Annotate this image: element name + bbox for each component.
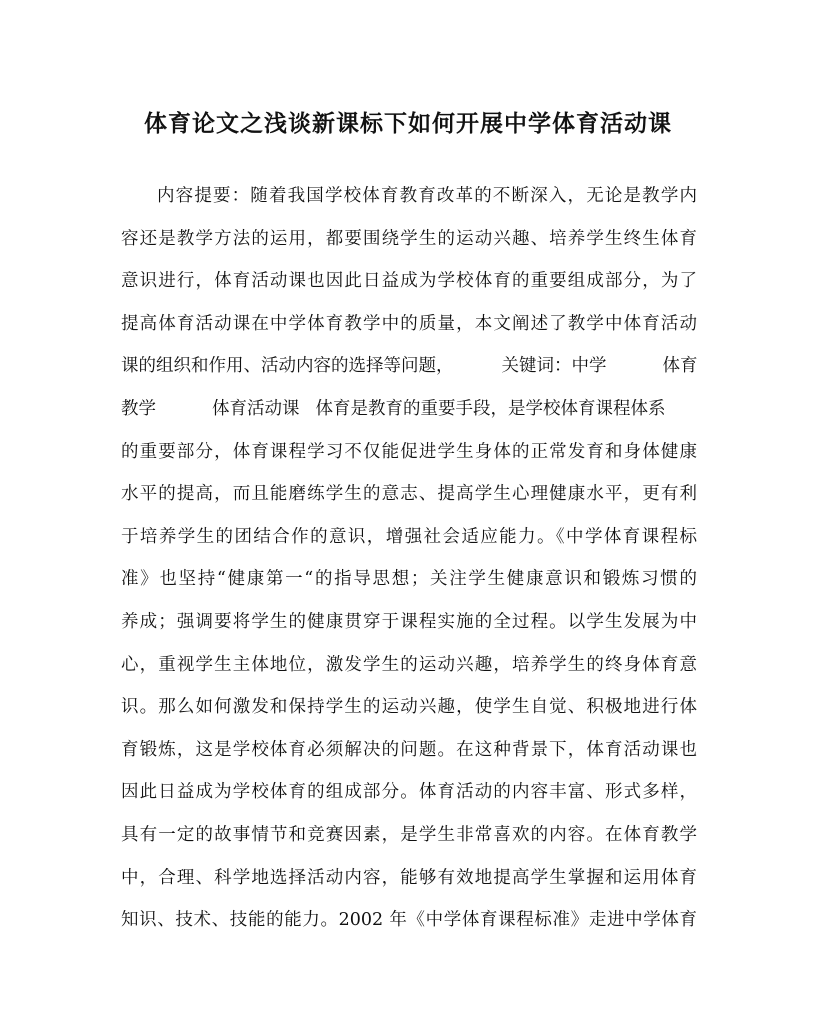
keyword-text: 教学 [121, 398, 156, 419]
body-line: 于培养学生的团结合作的意识，增强社会适应能力。《中学体育课程标 [121, 526, 697, 547]
body-line: 养成；强调要将学生的健康贯穿于课程实施的全过程。以学生发展为中 [121, 611, 697, 632]
body-line: 心，重视学生主体地位，激发学生的运动兴趣，培养学生的终身体育意 [121, 654, 697, 675]
body-line: 知识、技术、技能的能力。2002 年《中学体育课程标准》走进中学体育 [121, 910, 697, 931]
body-start-text: 体育是教育的重要手段，是学校体育课程体系 [315, 398, 666, 419]
body-line: 因此日益成为学校体育的组成部分。体育活动的内容丰富、形式多样， [121, 782, 697, 803]
body-line [121, 393, 697, 436]
body-line: 准》也坚持“健康第一“的指导思想；关注学生健康意识和锻炼习惯的 [121, 569, 697, 590]
body-line: 育锻炼，这是学校体育必须解决的问题。在这种背景下，体育活动课也 [121, 739, 697, 760]
body-line: 中，合理、科学地选择活动内容，能够有效地提高学生掌握和运用体育 [121, 867, 697, 888]
document-title: 体育论文之浅谈新课标下如何开展中学体育活动课 [144, 110, 672, 137]
keywords-label: 关键词：中学 [501, 356, 607, 377]
document-body [121, 180, 697, 947]
body-line: 水平的提高，而且能磨练学生的意志、提高学生心理健康水平，更有利 [121, 484, 697, 505]
body-line: 内容提要：随着我国学校体育教育改革的不断深入，无论是教学内 [157, 186, 697, 206]
body-line: 识。那么如何激发和保持学生的运动兴趣，使学生自觉、积极地进行体 [121, 697, 697, 718]
body-line: 具有一定的故事情节和竞赛因素，是学生非常喜欢的内容。在体育教学 [121, 824, 697, 845]
body-line: 的重要部分，体育课程学习不仅能促进学生身体的正常发育和身体健康 [121, 441, 697, 462]
abstract-end-text: 课的组织和作用、活动内容的选择等问题， [121, 356, 454, 377]
body-line: 容还是教学方法的运用，都要围绕学生的运动兴趣、培养学生终生体育 [121, 228, 697, 249]
body-line [121, 350, 697, 393]
body-line: 意识进行，体育活动课也因此日益成为学校体育的重要组成部分，为了 [121, 271, 697, 292]
keyword-text: 体育 [662, 356, 697, 377]
keyword-text: 体育活动课 [212, 398, 300, 419]
body-line: 提高体育活动课在中学体育教学中的质量，本文阐述了教学中体育活动 [121, 313, 697, 334]
